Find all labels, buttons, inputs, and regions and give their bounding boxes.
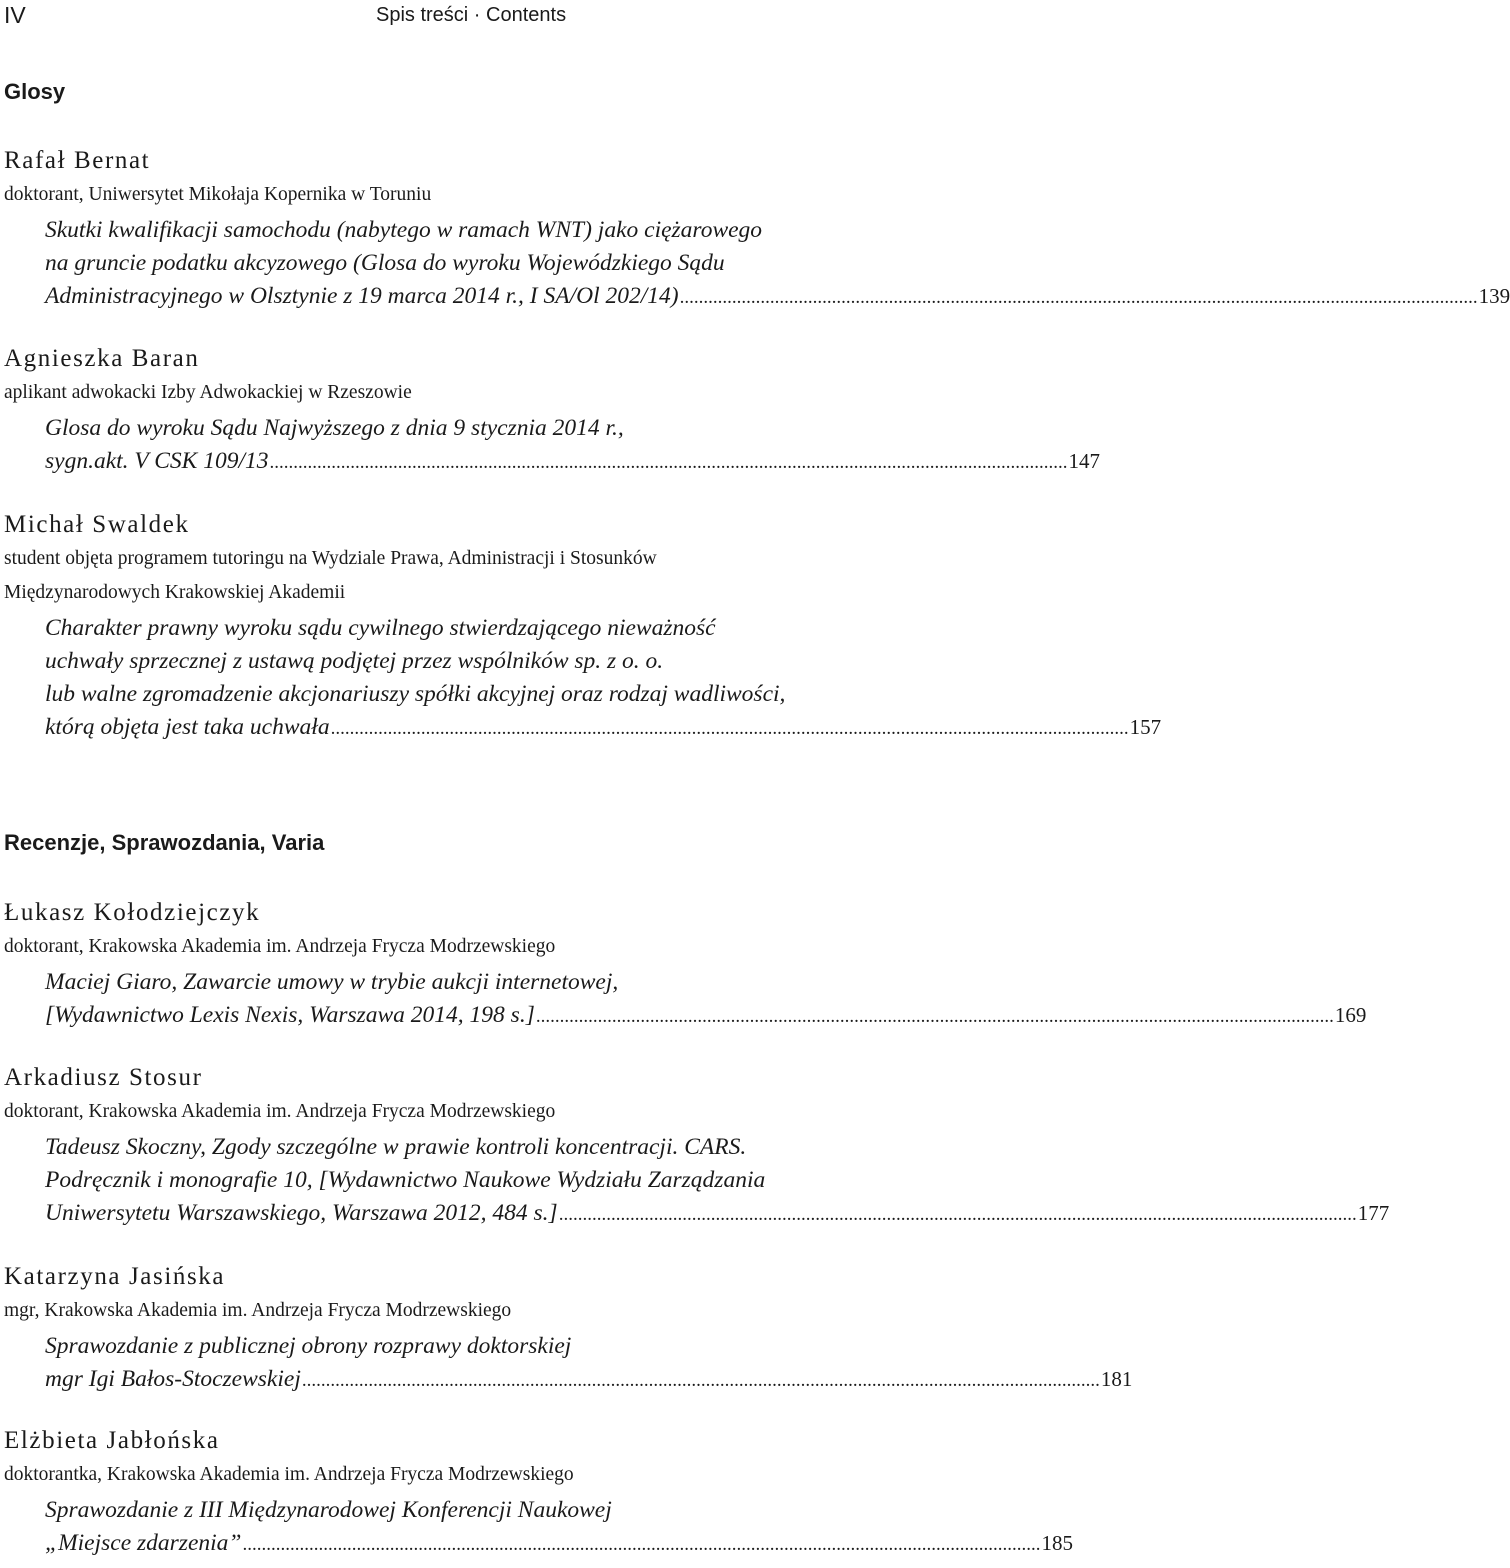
entry-title	[45, 1494, 1073, 1561]
entry-title-line: [Wydawnictwo Lexis Nexis, Warszawa 2014, 198 s.]	[45, 1002, 535, 1028]
page-header	[0, 0, 960, 30]
entry-page-number: 185	[1041, 1531, 1073, 1555]
entry-author: Elżbieta Jabłońska	[4, 1427, 220, 1454]
entry-page-number: 139	[1478, 284, 1510, 308]
entry-title-last-line	[45, 1363, 1133, 1397]
entry-page-number: 169	[1334, 1003, 1367, 1027]
entry-title-last-line	[45, 280, 1510, 314]
entry-page-number: 157	[1129, 715, 1162, 739]
running-head: Spis treści · Contents	[376, 4, 567, 26]
entry-title-line: Uniwersytetu Warszawskiego, Warszawa 2012, 484 s.]	[45, 1200, 558, 1226]
entry-affiliation: doktorant, Uniwersytet Mikołaja Kopernika w Toruniu	[4, 184, 432, 205]
entry-title	[45, 1131, 1390, 1231]
entry-title-line: Charakter prawny wyroku sądu cywilnego stwierdzającego nieważność	[45, 615, 716, 641]
toc-entry[interactable]	[4, 1262, 1133, 1397]
dot-leader: ........................................................................................................................................................................	[301, 1370, 1100, 1391]
entry-title-line: mgr Igi Bałos-Stoczewskiej	[45, 1366, 301, 1392]
dot-leader: ........................................................................................................................................................................	[679, 287, 1478, 308]
entry-title	[45, 612, 1162, 745]
entry-author: Arkadiusz Stosur	[4, 1064, 203, 1091]
entry-title-line: Administracyjnego w Olsztynie z 19 marca 2014 r., I SA/Ol 202/14)	[45, 283, 679, 309]
entry-title-line: Skutki kwalifikacji samochodu (nabytego w ramach WNT) jako ciężarowego	[45, 217, 763, 243]
entry-title-line: Sprawozdanie z publicznej obrony rozprawy doktorskiej	[45, 1333, 572, 1359]
entry-author: Agnieszka Baran	[4, 345, 200, 372]
toc-entry[interactable]	[4, 1426, 1073, 1561]
entry-title-line: „Miejsce zdarzenia”	[45, 1530, 242, 1556]
entry-title	[45, 1330, 1133, 1397]
entry-page-number: 181	[1100, 1367, 1133, 1391]
entry-affiliation: mgr, Krakowska Akademia im. Andrzeja Frycza Modrzewskiego	[4, 1300, 512, 1321]
entry-title-line: uchwały sprzecznej z ustawą podjętej przez wspólników sp. z o. o.	[45, 648, 664, 674]
entry-title-line: sygn.akt. V CSK 109/13	[45, 448, 269, 474]
entry-author: Rafał Bernat	[4, 147, 151, 174]
entry-title-line: Podręcznik i monografie 10, [Wydawnictwo Naukowe Wydziału Zarządzania	[45, 1167, 766, 1193]
section-heading-recenzje: Recenzje, Sprawozdania, Varia	[4, 830, 325, 855]
toc-entry[interactable]	[4, 146, 1510, 314]
entry-title-line: Tadeusz Skoczny, Zgody szczególne w prawie kontroli koncentracji. CARS.	[45, 1134, 747, 1160]
entry-affiliation: doktorant, Krakowska Akademia im. Andrzeja Frycza Modrzewskiego	[4, 936, 556, 957]
section-heading-glosy: Glosy	[4, 79, 66, 104]
dot-leader: ........................................................................................................................................................................	[535, 1006, 1334, 1027]
entry-title-line: którą objęta jest taka uchwała	[45, 714, 330, 740]
entry-title-line: Maciej Giaro, Zawarcie umowy w trybie aukcji internetowej,	[45, 969, 619, 995]
entry-title-line: Glosa do wyroku Sądu Najwyższego z dnia 9 stycznia 2014 r.,	[45, 415, 624, 441]
entry-affiliation: doktorant, Krakowska Akademia im. Andrzeja Frycza Modrzewskiego	[4, 1101, 556, 1122]
dot-leader: ........................................................................................................................................................................	[330, 718, 1129, 739]
entry-title	[45, 966, 1367, 1033]
entry-title-line: lub walne zgromadzenie akcjonariuszy spółki akcyjnej oraz rodzaj wadliwości,	[45, 681, 786, 707]
dot-leader: ........................................................................................................................................................................	[242, 1534, 1041, 1555]
entry-title-last-line	[45, 1197, 1390, 1231]
toc-entry[interactable]	[4, 898, 1367, 1033]
entry-affiliation: doktorantka, Krakowska Akademia im. Andrzeja Frycza Modrzewskiego	[4, 1464, 574, 1485]
toc-entry[interactable]	[4, 1063, 1390, 1231]
entry-author: Katarzyna Jasińska	[4, 1263, 226, 1290]
dot-leader: ........................................................................................................................................................................	[269, 452, 1068, 473]
entry-title-last-line	[45, 1527, 1073, 1561]
toc-entry[interactable]	[4, 510, 1162, 745]
page-number: IV	[4, 2, 26, 28]
entry-affiliation: aplikant adwokacki Izby Adwokackiej w Rzeszowie	[4, 382, 412, 403]
entry-title-last-line	[45, 711, 1162, 745]
entry-title	[45, 412, 1100, 479]
entry-author: Łukasz Kołodziejczyk	[4, 899, 261, 926]
toc-entry[interactable]	[4, 344, 1100, 479]
entry-affiliation: student objęta programem tutoringu na Wydziale Prawa, Administracji i Stosunków	[4, 548, 657, 569]
entry-page-number: 177	[1357, 1201, 1390, 1225]
entry-title-line: na gruncie podatku akcyzowego (Glosa do wyroku Wojewódzkiego Sądu	[45, 250, 725, 276]
entry-title	[45, 214, 1510, 314]
entry-title-last-line	[45, 999, 1367, 1033]
entry-page-number: 147	[1068, 449, 1100, 473]
entry-title-last-line	[45, 445, 1100, 479]
entry-affiliation: Międzynarodowych Krakowskiej Akademii	[4, 582, 346, 603]
entry-author: Michał Swaldek	[4, 511, 190, 538]
dot-leader: ........................................................................................................................................................................	[558, 1204, 1357, 1225]
entry-title-line: Sprawozdanie z III Międzynarodowej Konferencji Naukowej	[45, 1497, 612, 1523]
